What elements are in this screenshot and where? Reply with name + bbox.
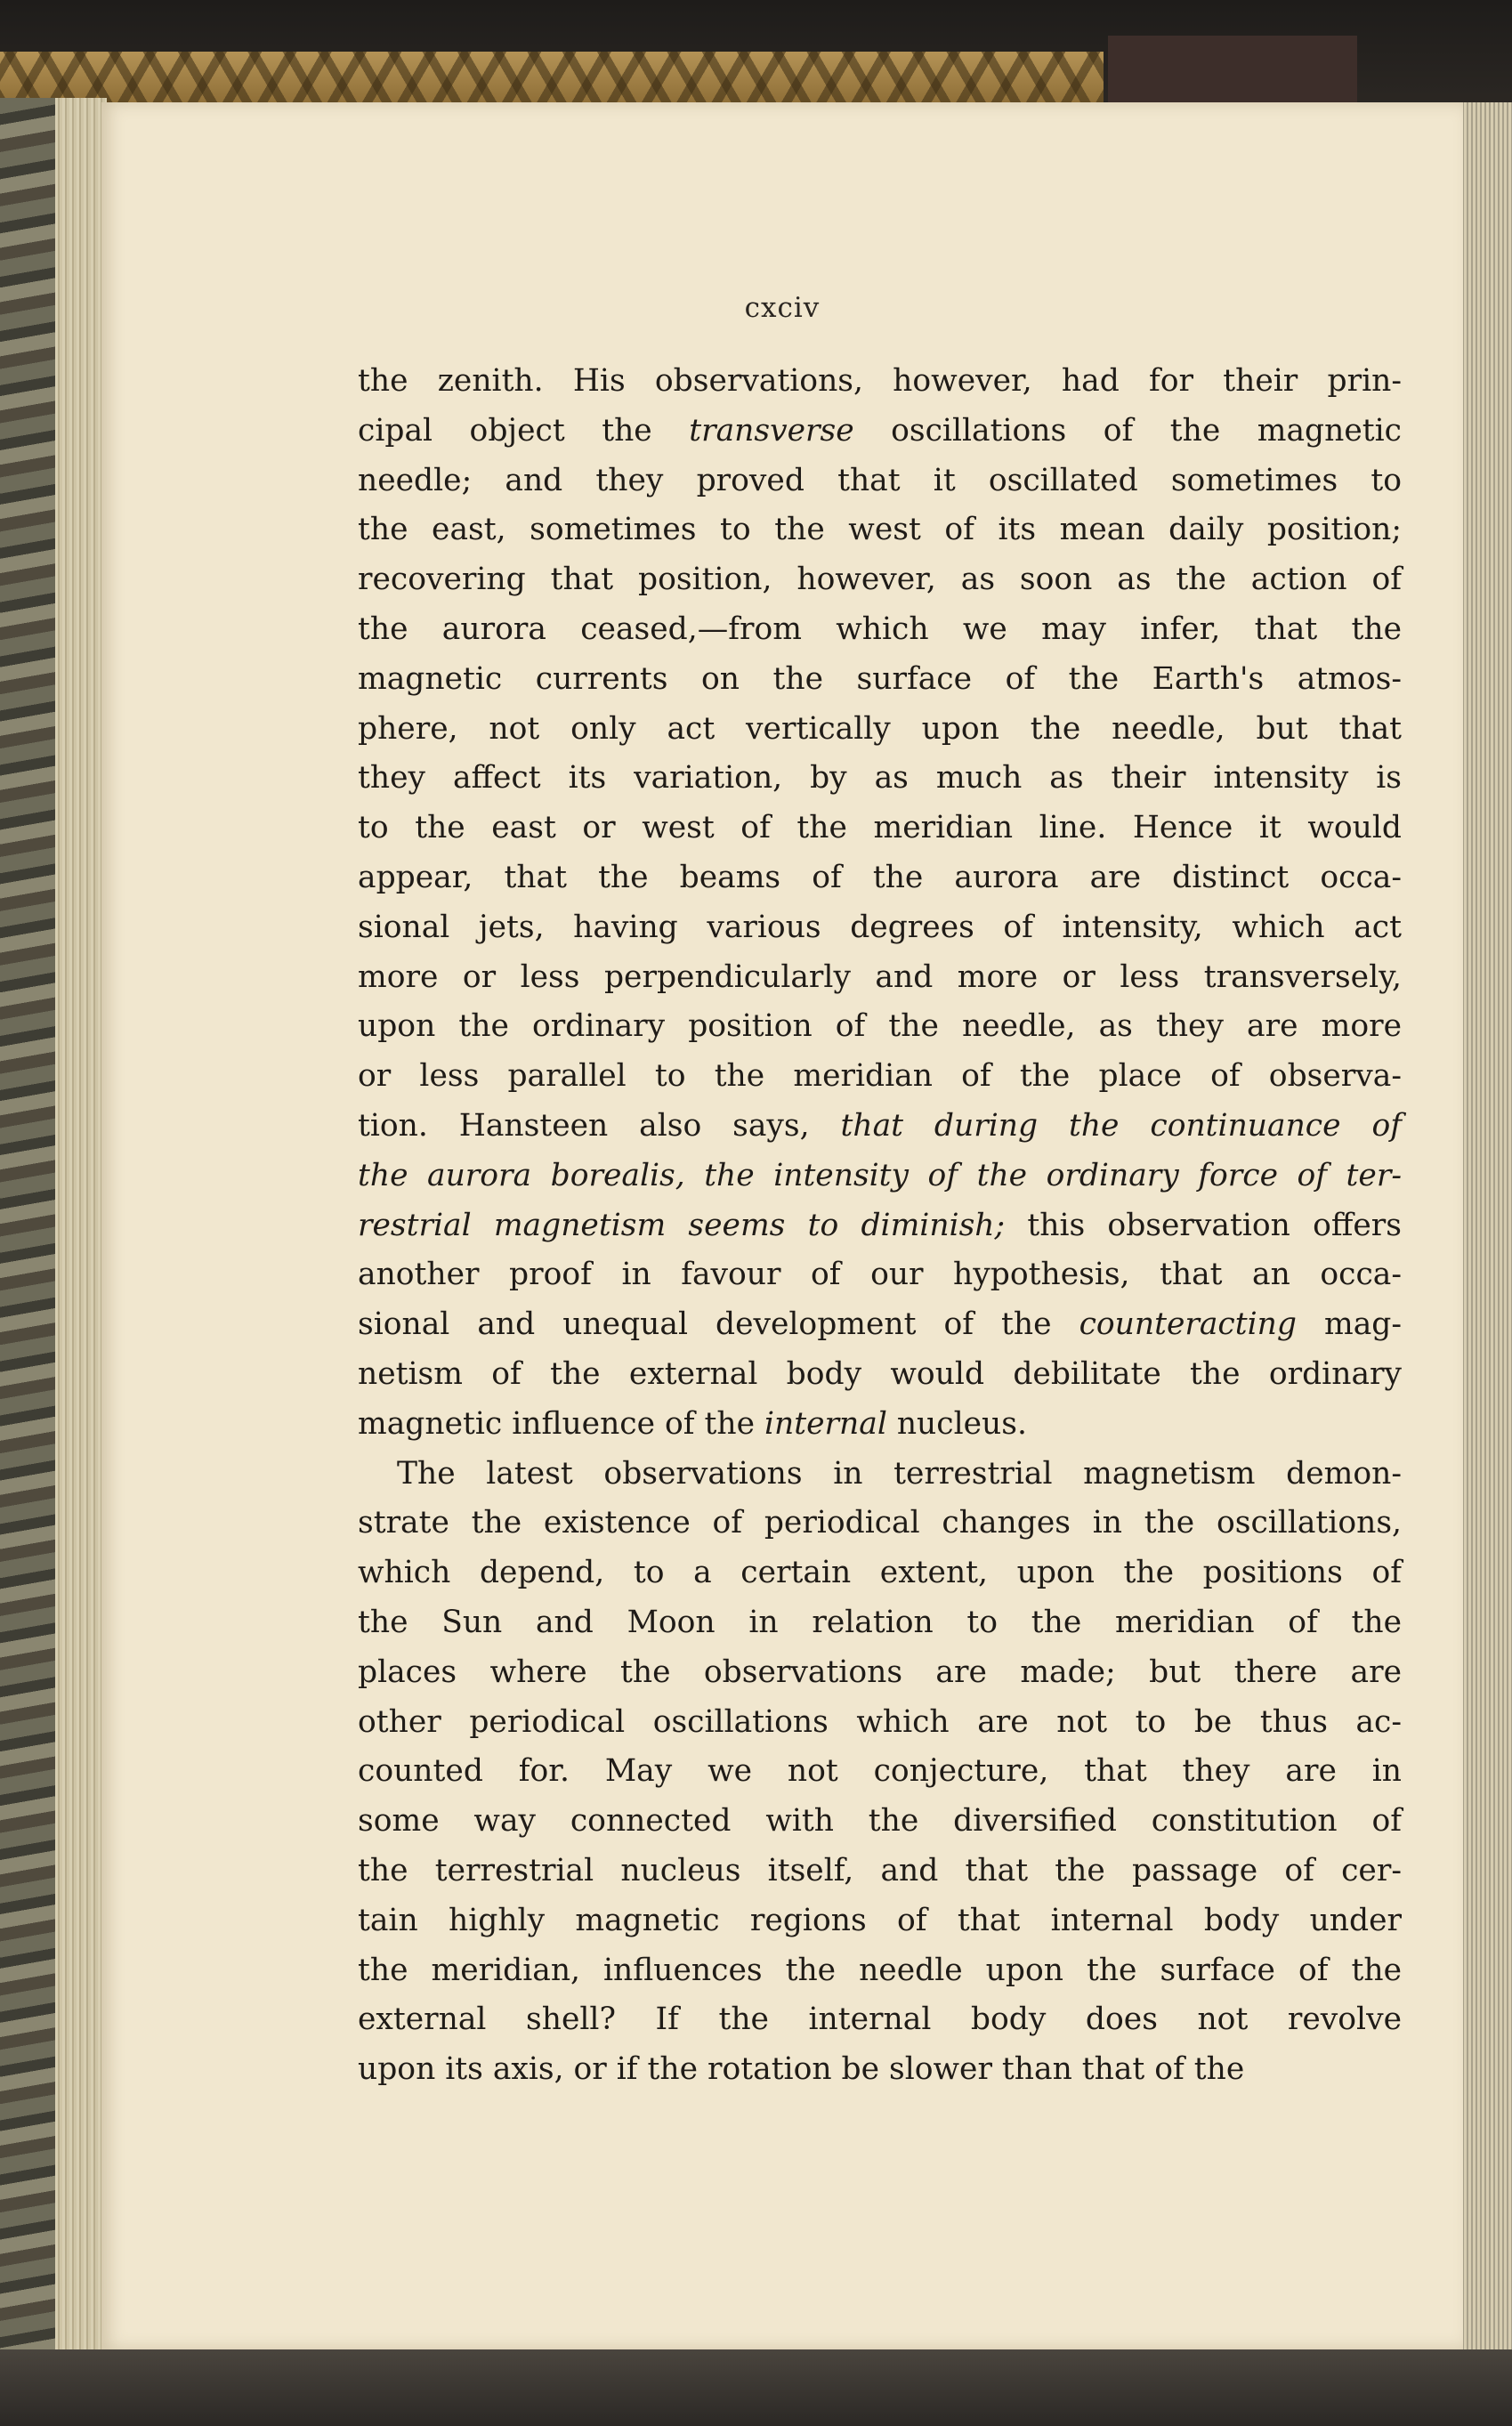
text-line xyxy=(358,1400,1402,1450)
text-line xyxy=(358,1201,1402,1251)
text-run: upon the ordinary position of the needle, as they are more xyxy=(358,1008,1402,1045)
marbled-endpaper xyxy=(0,98,55,2349)
page-edges-right xyxy=(1459,102,1512,2349)
text-run: external shell? If the internal body does not revolve xyxy=(358,2001,1402,2038)
text-line xyxy=(358,1350,1402,1400)
text-line xyxy=(358,1052,1402,1102)
text-run: upon its axis, or if the rotation be slower than that of the xyxy=(358,2051,1245,2088)
text-line xyxy=(358,1300,1402,1350)
text-run: cipal object the xyxy=(358,412,690,449)
text-run: the east, sometimes to the west of its mean daily position; xyxy=(358,512,1402,548)
text-run: mag- xyxy=(1296,1306,1402,1343)
text-run: places where the observations are made; but there are xyxy=(358,1654,1402,1690)
text-run: magnetic influence of the xyxy=(358,1405,764,1442)
text-run: recovering that position, however, as soon as the action of xyxy=(358,562,1402,598)
text-line xyxy=(358,705,1402,755)
text-run: or less parallel to the meridian of the place of observa- xyxy=(358,1058,1402,1095)
text-line xyxy=(358,953,1402,1003)
text-run: which depend, to a certain extent, upon the positions of xyxy=(358,1555,1402,1591)
text-run: appear, that the beams of the aurora are distinct occa- xyxy=(358,859,1402,895)
text-run: the aurora ceased,—from which we may infer, that the xyxy=(358,611,1402,647)
body-text xyxy=(358,357,1402,2095)
text-line xyxy=(358,804,1402,853)
text-run: the meridian, influences the needle upon the surface of the xyxy=(358,1952,1402,1988)
text-run: other periodical oscillations which are not to be thus ac- xyxy=(358,1703,1402,1740)
text-run: nucleus. xyxy=(886,1405,1027,1442)
text-line xyxy=(358,605,1402,655)
text-line xyxy=(358,1797,1402,1847)
text-line xyxy=(358,457,1402,506)
text-run: counted for. May we not conjecture, that they are in xyxy=(358,1753,1402,1790)
page-number: cxciv xyxy=(744,292,821,324)
text-run: sional and unequal development of the xyxy=(358,1306,1079,1343)
text-line xyxy=(358,1896,1402,1946)
text-run: another proof in favour of our hypothesis, that an occa- xyxy=(358,1257,1402,1293)
text-run: magnetic currents on the surface of the Earth's atmos- xyxy=(358,660,1402,697)
text-line xyxy=(358,754,1402,804)
text-line xyxy=(358,1946,1402,1996)
text-run: they affect its variation, by as much as their intensity is xyxy=(358,760,1402,797)
text-line xyxy=(358,1499,1402,1549)
text-run: the zenith. His observations, however, had for their prin- xyxy=(358,363,1402,399)
book-bottom-background xyxy=(0,2349,1512,2426)
text-line xyxy=(358,407,1402,457)
text-line xyxy=(358,853,1402,903)
text-run: to the east or west of the meridian line. Hence it would xyxy=(358,810,1402,846)
text-run: more or less perpendicularly and more or less transversely, xyxy=(358,958,1402,995)
text-run: this observation offers xyxy=(1005,1207,1402,1243)
paragraph-1 xyxy=(358,357,1402,1450)
italic-text: restrial magnetism seems to diminish; xyxy=(358,1207,1006,1243)
book-page xyxy=(101,102,1463,2349)
text-run: the terrestrial nucleus itself, and that the passage of cer- xyxy=(358,1852,1402,1888)
gilt-decorated-edge xyxy=(0,52,1104,107)
italic-text: transverse xyxy=(689,412,854,449)
text-line xyxy=(358,1598,1402,1648)
text-line xyxy=(358,1847,1402,1896)
text-line xyxy=(358,555,1402,605)
book-cover-edge xyxy=(1108,36,1357,107)
text-run: some way connected with the diversified constitution of xyxy=(358,1803,1402,1840)
text-line xyxy=(358,505,1402,555)
text-line xyxy=(358,2045,1402,2095)
text-line xyxy=(358,1549,1402,1598)
text-run: The latest observations in terrestrial magnetism demon- xyxy=(397,1455,1402,1492)
italic-text: internal xyxy=(764,1405,887,1442)
text-run: tain highly magnetic regions of that internal body under xyxy=(358,1902,1402,1938)
text-line xyxy=(358,1995,1402,2045)
text-line xyxy=(358,1002,1402,1052)
text-run: tion. Hansteen also says, xyxy=(358,1107,841,1144)
text-line xyxy=(358,357,1402,407)
paragraph-2 xyxy=(358,1450,1402,2095)
text-line xyxy=(358,655,1402,705)
text-line xyxy=(358,903,1402,953)
text-run: needle; and they proved that it oscillated sometimes to xyxy=(358,462,1402,498)
text-line xyxy=(358,1152,1402,1201)
text-run: the Sun and Moon in relation to the meridian of the xyxy=(358,1604,1402,1640)
text-run: phere, not only act vertically upon the needle, but that xyxy=(358,710,1402,747)
text-line xyxy=(358,1698,1402,1748)
text-run: sional jets, having various degrees of intensity, which act xyxy=(358,909,1402,945)
page-edges-left xyxy=(55,98,107,2349)
text-line xyxy=(358,1250,1402,1300)
italic-text: counteracting xyxy=(1079,1306,1297,1343)
text-run: strate the existence of periodical changes in the oscillations, xyxy=(358,1505,1402,1541)
text-run: netism of the external body would debilitate the ordinary xyxy=(358,1355,1402,1392)
italic-text: that during the continuance of xyxy=(840,1107,1402,1144)
text-line xyxy=(358,1450,1402,1500)
text-run: oscillations of the magnetic xyxy=(853,412,1402,449)
text-line xyxy=(358,1747,1402,1797)
text-line xyxy=(358,1102,1402,1152)
text-line xyxy=(358,1648,1402,1698)
italic-text: the aurora borealis, the intensity of the ordinary force of ter- xyxy=(358,1157,1402,1193)
